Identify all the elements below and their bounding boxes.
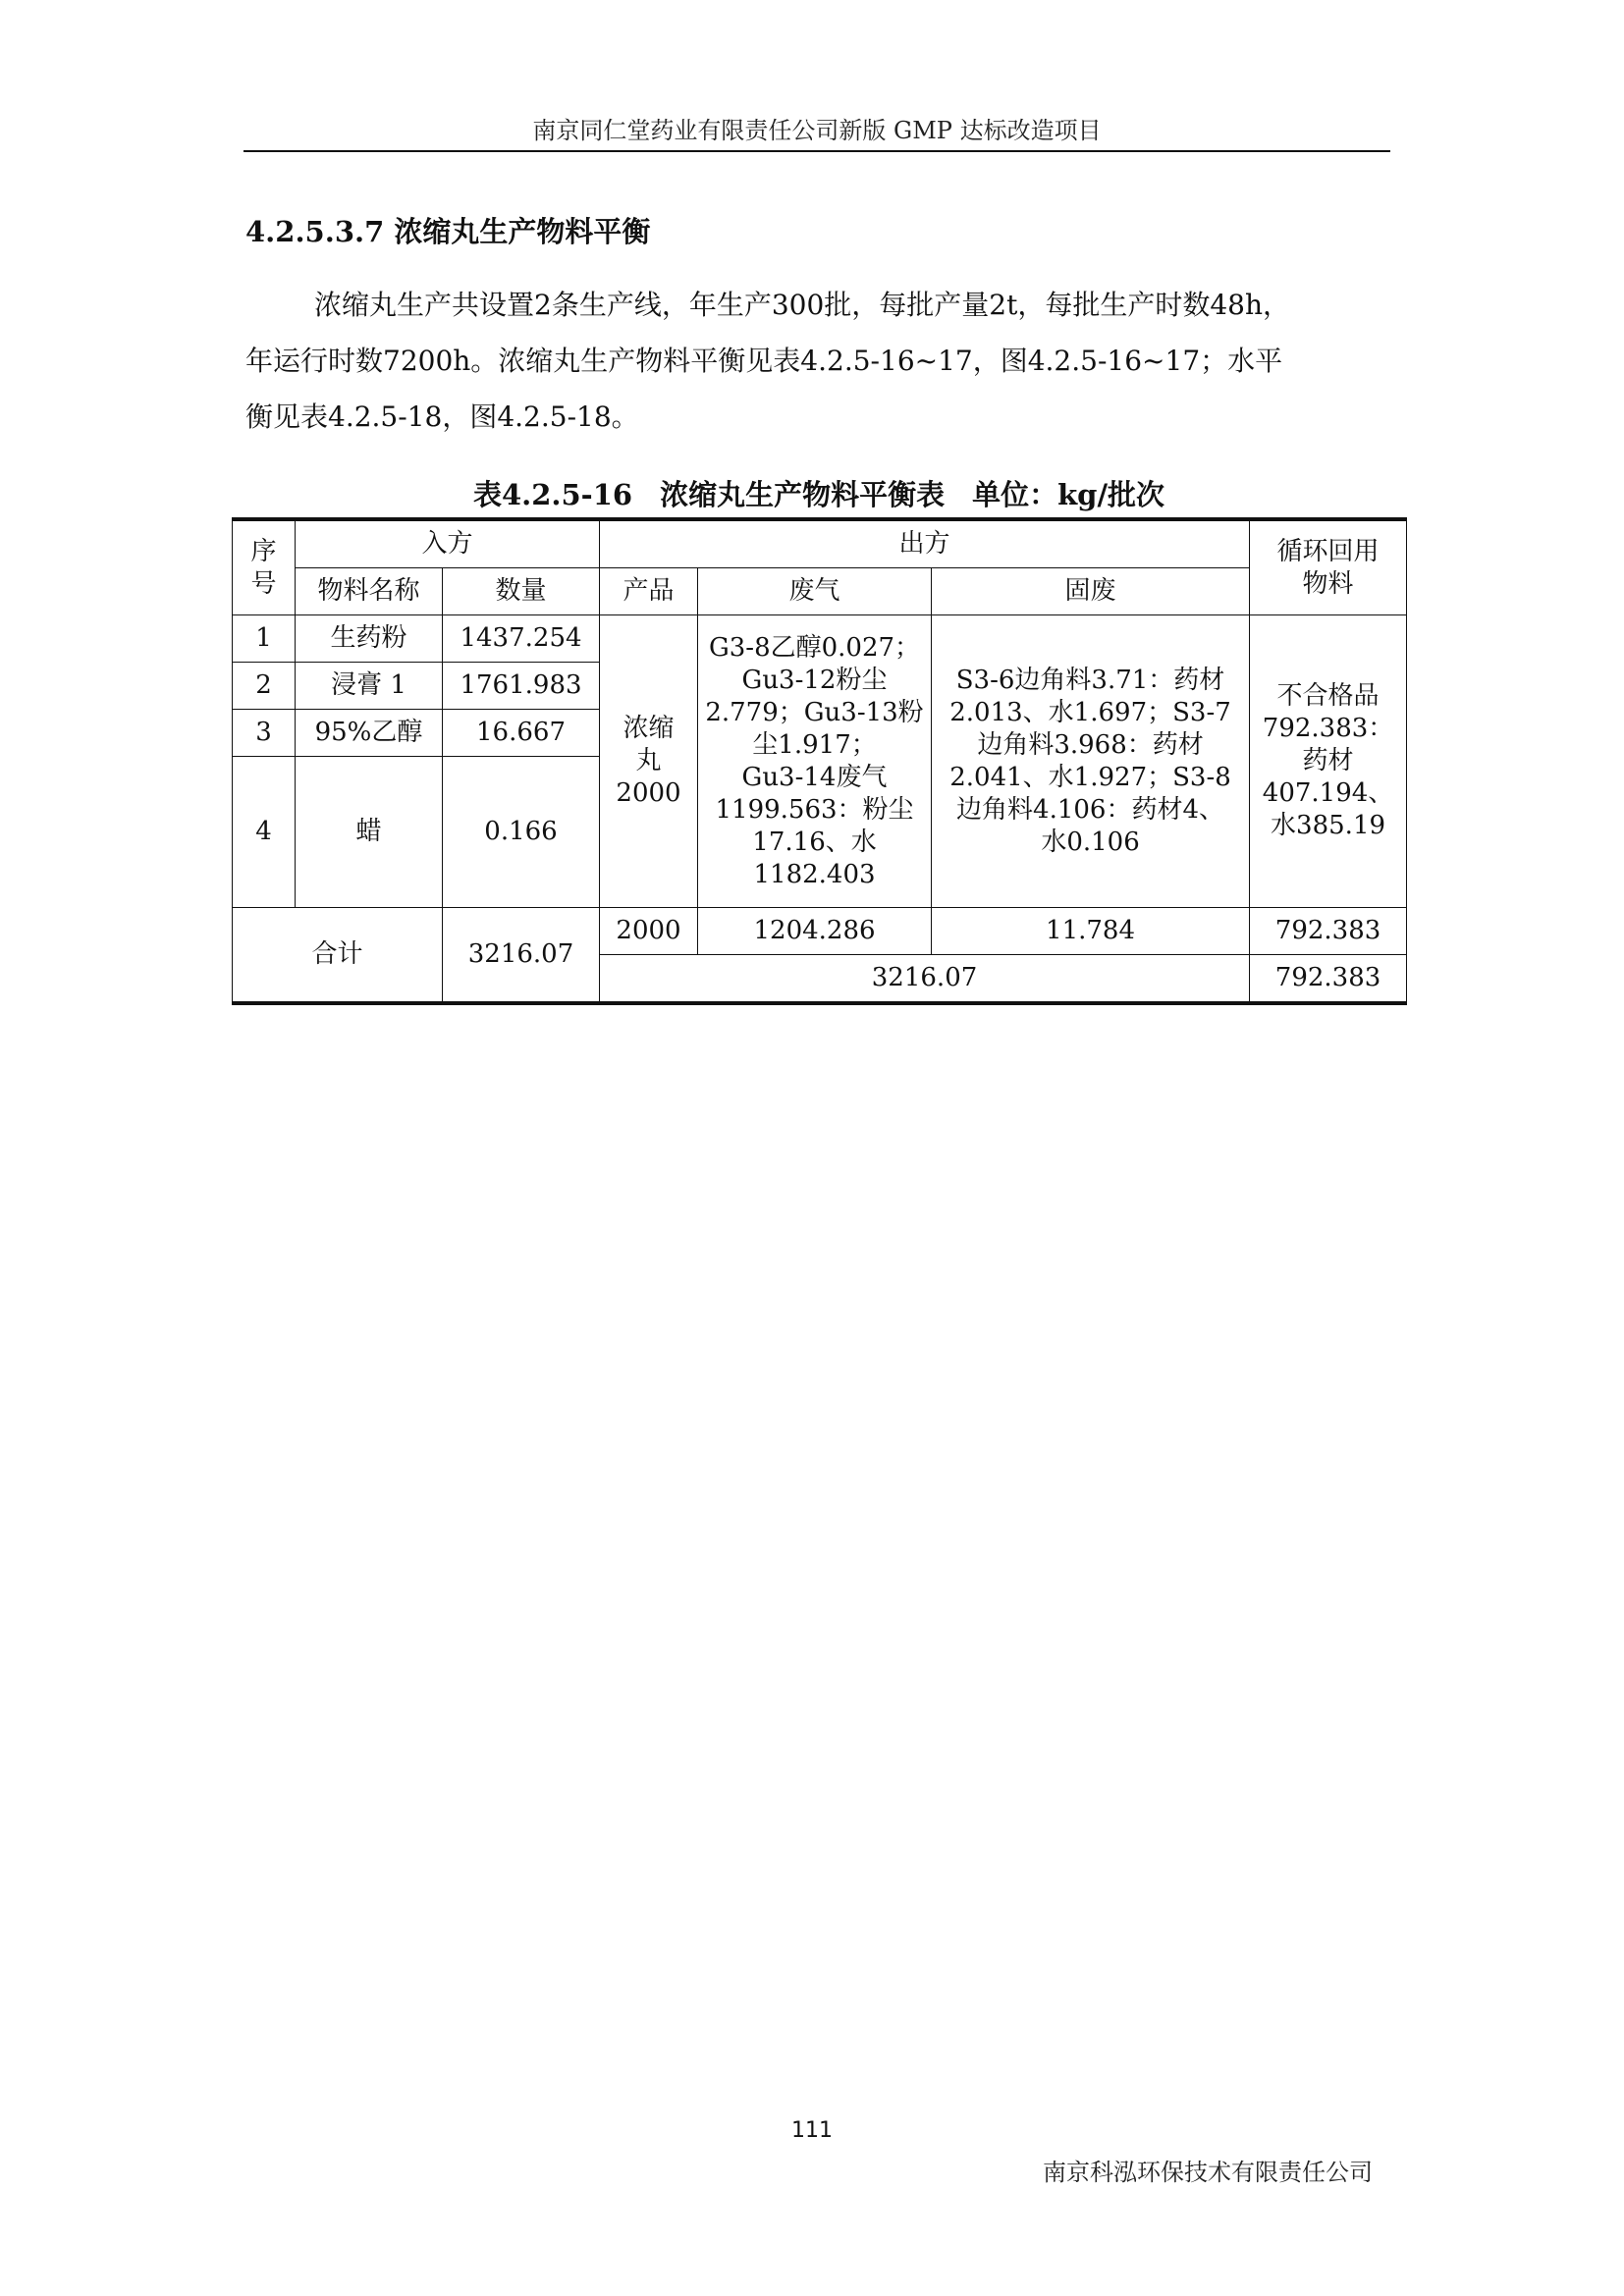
row-quantity: 1437.254 bbox=[443, 615, 600, 663]
table-caption bbox=[232, 473, 1406, 513]
section-heading: 4.2.5.3.7 浓缩丸生产物料平衡 bbox=[245, 215, 651, 248]
paragraph-line: 浓缩丸生产共设置2条生产线，年生产300批，每批产量2t，每批生产时数48h， bbox=[314, 289, 1290, 321]
row-material-name: 浸膏 1 bbox=[296, 663, 443, 710]
waste-gas-total: 1204.286 bbox=[698, 908, 932, 955]
waste-gas-header: 废气 bbox=[698, 568, 932, 615]
product-cell: 浓缩 丸 2000 bbox=[600, 615, 698, 908]
row-quantity: 1761.983 bbox=[443, 663, 600, 710]
product-total: 2000 bbox=[600, 908, 698, 955]
output-header: 出方 bbox=[600, 519, 1250, 568]
recycle-total: 792.383 bbox=[1250, 908, 1407, 955]
table-caption-unit: 单位：kg/批次 bbox=[972, 478, 1165, 511]
header-divider bbox=[244, 150, 1390, 152]
input-total: 3216.07 bbox=[443, 908, 600, 1004]
input-header: 入方 bbox=[296, 519, 600, 568]
row-material-name: 蜡 bbox=[296, 757, 443, 908]
table-row bbox=[233, 615, 1407, 663]
page-number: 111 bbox=[791, 2118, 833, 2143]
recycle-cell: 不合格品 792.383： 药材 407.194、 水385.19 bbox=[1250, 615, 1407, 908]
row-quantity: 16.667 bbox=[443, 710, 600, 757]
table-header-row bbox=[233, 519, 1407, 568]
solid-waste-cell: S3-6边角料3.71：药材 2.013、水1.697；S3-7 边角料3.968：药材 2.041、水1.927；S3-8 边角料4.106：药材4、 水0.106 bbox=[932, 615, 1250, 908]
total-label: 合计 bbox=[233, 908, 443, 1004]
seq-header: 序 号 bbox=[233, 519, 296, 615]
table-caption-number: 表4.2.5-16 bbox=[472, 478, 633, 511]
row-seq: 1 bbox=[233, 615, 296, 663]
material-balance-table bbox=[232, 517, 1407, 1005]
solid-waste-header: 固废 bbox=[932, 568, 1250, 615]
output-total: 3216.07 bbox=[600, 955, 1250, 1004]
row-seq: 4 bbox=[233, 757, 296, 908]
solid-waste-total: 11.784 bbox=[932, 908, 1250, 955]
paragraph-line: 衡见表4.2.5-18，图4.2.5-18。 bbox=[245, 400, 639, 433]
recycle-header: 循环回用 物料 bbox=[1250, 519, 1407, 615]
total-row bbox=[233, 908, 1407, 955]
table-caption-title: 浓缩丸生产物料平衡表 bbox=[660, 478, 946, 511]
row-quantity: 0.166 bbox=[443, 757, 600, 908]
material-name-header: 物料名称 bbox=[296, 568, 443, 615]
product-header: 产品 bbox=[600, 568, 698, 615]
table-subheader-row bbox=[233, 568, 1407, 615]
quantity-header: 数量 bbox=[443, 568, 600, 615]
body-paragraph bbox=[245, 277, 1390, 445]
paragraph-line: 年运行时数7200h。浓缩丸生产物料平衡见表4.2.5-16~17，图4.2.5-16~17；水平 bbox=[245, 345, 1283, 377]
row-seq: 2 bbox=[233, 663, 296, 710]
waste-gas-cell: G3-8乙醇0.027； Gu3-12粉尘 2.779；Gu3-13粉 尘1.917； Gu3-14废气 1199.563：粉尘 17.16、水 1182.403 bbox=[698, 615, 932, 908]
row-material-name: 95%乙醇 bbox=[296, 710, 443, 757]
recycle-total-2: 792.383 bbox=[1250, 955, 1407, 1004]
row-material-name: 生药粉 bbox=[296, 615, 443, 663]
row-seq: 3 bbox=[233, 710, 296, 757]
document-header-title: 南京同仁堂药业有限责任公司新版 GMP 达标改造项目 bbox=[532, 117, 1102, 144]
footer-company: 南京科泓环保技术有限责任公司 bbox=[1043, 2159, 1373, 2186]
